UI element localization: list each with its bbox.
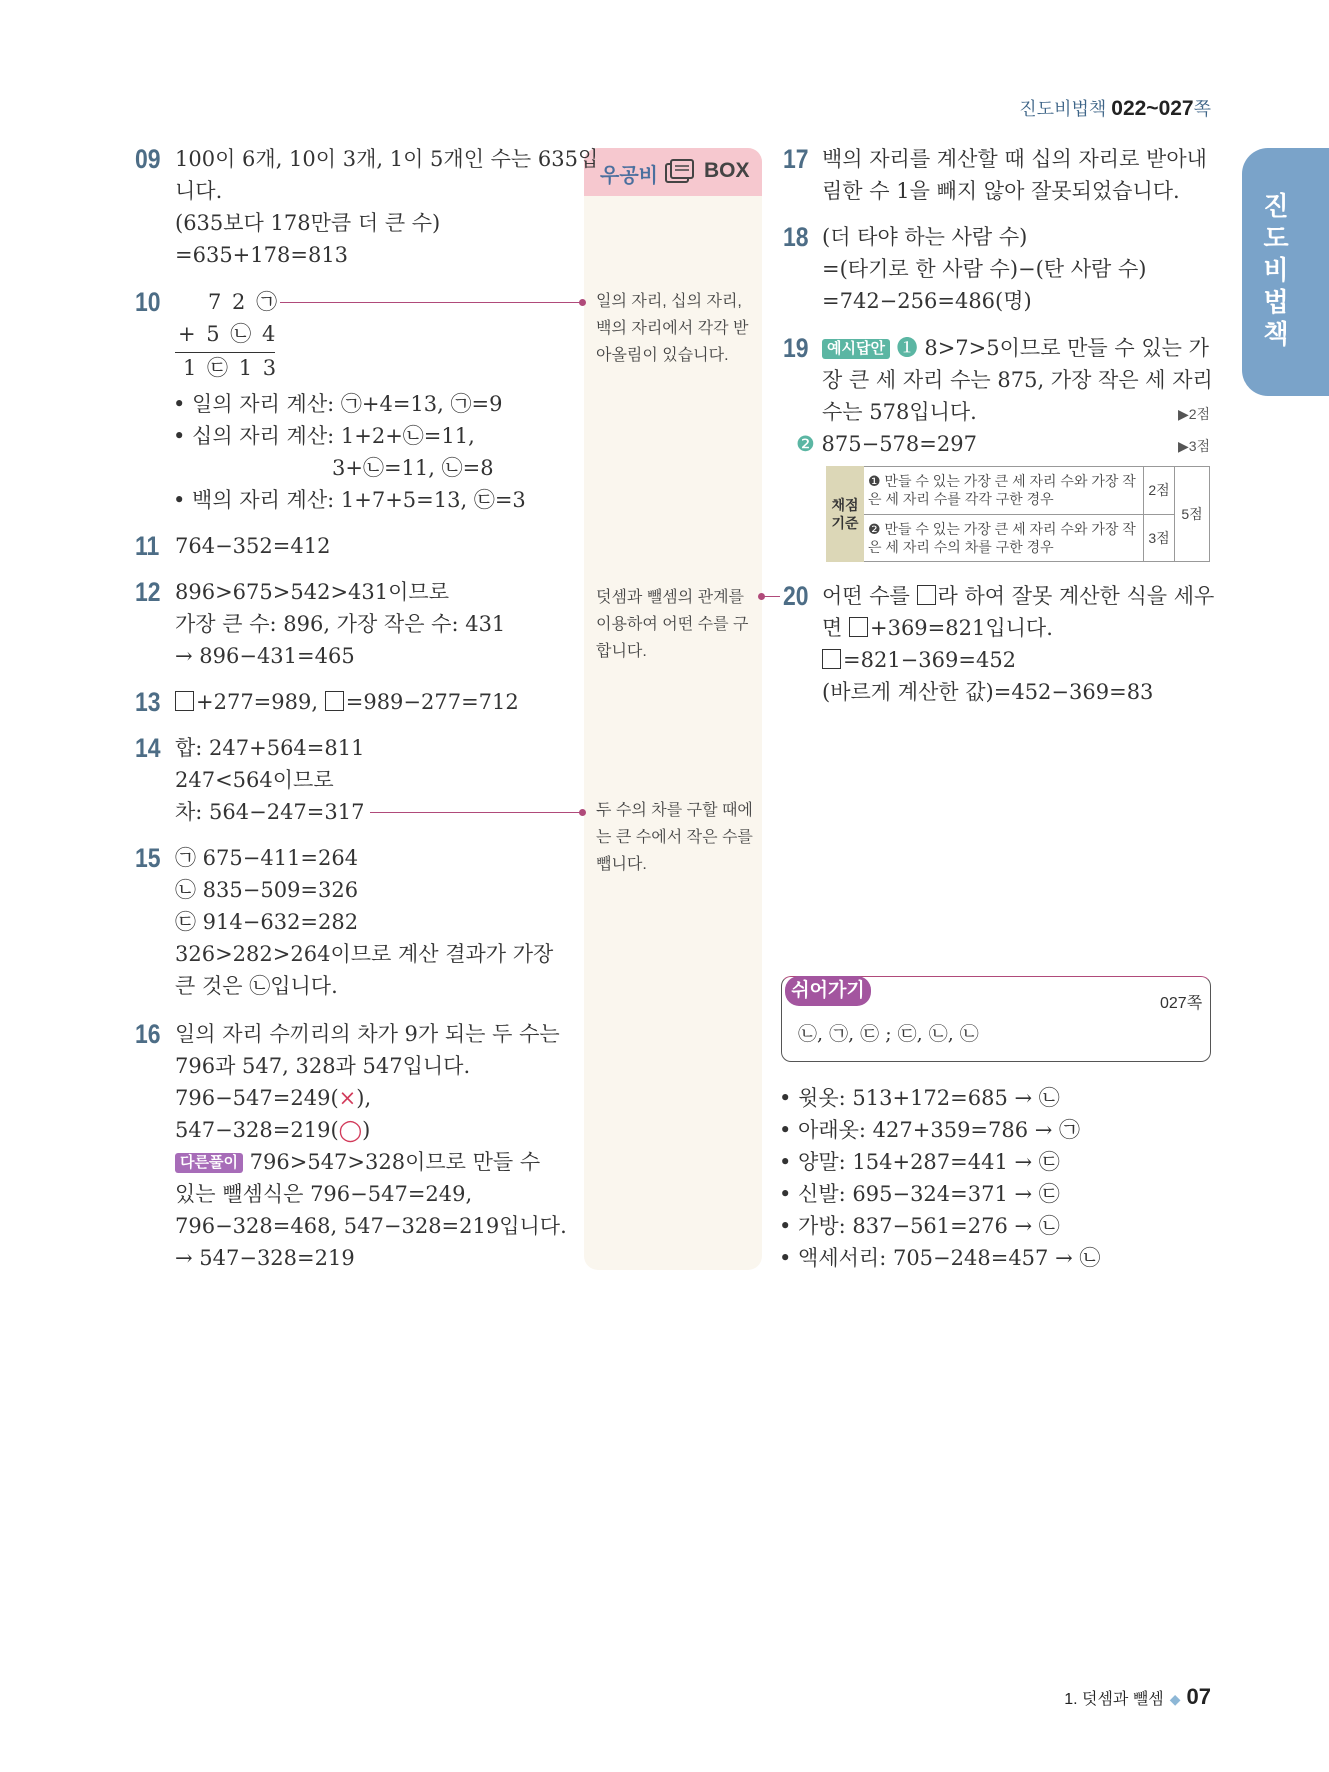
problem-number-09: 09 bbox=[135, 144, 161, 174]
footer-chapter: 1. 덧셈과 뺄셈 bbox=[1064, 1691, 1164, 1708]
problem-number-10: 10 bbox=[135, 287, 161, 317]
connector-dot-14 bbox=[579, 809, 586, 816]
problem-number-20: 20 bbox=[783, 581, 809, 611]
p10-bullet-2b: 3+㉡=11, ㉡=8 bbox=[332, 456, 494, 480]
p16-line-2: 796과 547, 328과 547입니다. bbox=[175, 1054, 471, 1078]
connector-dot-10 bbox=[579, 299, 586, 306]
grading-row-2: ❷ 만들 수 있는 가장 큰 세 자리 수와 가장 작은 세 자리 수의 차를 구한 경우 bbox=[864, 514, 1144, 562]
p09-line-2: 니다. bbox=[175, 179, 223, 203]
p15-line-4: 326>282>264이므로 계산 결과가 가장 bbox=[175, 942, 554, 966]
easy-item-2: • 아래옷: 427+359=786 → ㉠ bbox=[779, 1118, 1081, 1142]
easy-item-4: • 신발: 695−324=371 → ㉢ bbox=[779, 1182, 1060, 1206]
correct-mark: ◯ bbox=[338, 1118, 363, 1142]
alt-solution-badge: 다른풀이 bbox=[175, 1153, 243, 1173]
blank-box bbox=[175, 691, 194, 711]
tip-box-subtitle: BOX bbox=[704, 159, 750, 182]
blank-box bbox=[849, 617, 868, 637]
easy-item-6: • 액세서리: 705−248=457 → ㉡ bbox=[779, 1246, 1101, 1270]
grading-label: 채점 기준 bbox=[827, 467, 864, 562]
p15-line-5: 큰 것은 ㉡입니다. bbox=[175, 974, 338, 998]
p16-line-5 bbox=[175, 1146, 540, 1178]
p13-part-b: =989−277=712 bbox=[345, 690, 519, 714]
easy-break-page: 027쪽 bbox=[1160, 995, 1203, 1012]
diamond-icon: ◆ bbox=[1169, 1691, 1181, 1707]
p12-line-2: 가장 큰 수: 896, 가장 작은 수: 431 bbox=[175, 612, 506, 636]
tip-note-3: 두 수의 차를 구할 때에는 큰 수에서 작은 수를 뺍니다. bbox=[596, 802, 753, 873]
p13-part-a: +277=989, bbox=[196, 690, 319, 714]
header-pages: 022~027 bbox=[1111, 97, 1194, 120]
problem-number-16: 16 bbox=[135, 1019, 161, 1049]
p16-line-3 bbox=[175, 1082, 371, 1114]
p19-line-4 bbox=[796, 428, 977, 460]
side-tab-label: 진도비법책 bbox=[1263, 191, 1289, 349]
p14-line-2: 247<564이므로 bbox=[175, 768, 334, 792]
problem-number-17: 17 bbox=[783, 144, 809, 174]
easy-item-1: • 윗옷: 513+172=685 → ㉡ bbox=[779, 1086, 1060, 1110]
problem-number-18: 18 bbox=[783, 222, 809, 252]
grading-criteria-table bbox=[826, 466, 1210, 562]
p16-line-3-a: 796−547=249( bbox=[175, 1086, 339, 1110]
easy-break-tag: 쉬어가기 bbox=[785, 976, 871, 1006]
p11-line-1: 764−352=412 bbox=[175, 534, 331, 558]
p20-line-1-b: 라 하여 잘못 계산한 식을 세우 bbox=[937, 584, 1215, 608]
p12-line-1: 896>675>542>431이므로 bbox=[175, 580, 449, 604]
p16-line-4 bbox=[175, 1114, 370, 1146]
p19-line-3: 수는 578입니다. bbox=[822, 400, 977, 424]
connector-line-14 bbox=[370, 812, 582, 813]
p18-line-2: =(타기로 한 사람 수)−(탄 사람 수) bbox=[822, 257, 1147, 281]
p19-points-1: ▶2점 bbox=[1178, 406, 1211, 422]
p16-line-4-a: 547−328=219( bbox=[175, 1118, 339, 1142]
problem-number-19: 19 bbox=[783, 333, 809, 363]
p18-line-3: =742−256=486(명) bbox=[822, 289, 1032, 313]
grading-row-1: ❶ 만들 수 있는 가장 큰 세 자리 수와 가장 작은 세 자리 수를 각각 구한 경우 bbox=[864, 467, 1144, 515]
problem-number-14: 14 bbox=[135, 733, 161, 763]
p10-bullet-1: • 일의 자리 계산: ㉠+4=13, ㉠=9 bbox=[173, 392, 503, 416]
p20-line-1-a: 어떤 수를 bbox=[822, 584, 910, 608]
page-footer bbox=[1064, 1684, 1211, 1710]
p16-line-1: 일의 자리 수끼리의 차가 9가 되는 두 수는 bbox=[175, 1022, 560, 1046]
grading-total: 5점 bbox=[1175, 467, 1210, 562]
p12-line-3: → 896−431=465 bbox=[175, 644, 355, 668]
p14-line-3: 차: 564−247=317 bbox=[175, 800, 365, 824]
box-icon bbox=[664, 158, 696, 191]
p10-row-3: 1 ㉢ 1 3 bbox=[183, 356, 279, 380]
p09-line-3: (635보다 178만큼 더 큰 수) bbox=[175, 211, 441, 235]
p10-bullet-3: • 백의 자리 계산: 1+7+5=13, ㉢=3 bbox=[173, 488, 526, 512]
grading-row-1-points: 2점 bbox=[1144, 467, 1175, 515]
p15-line-1: ㉠ 675−411=264 bbox=[175, 846, 359, 870]
p09-line-1: 100이 6개, 10이 3개, 1이 5개인 수는 635입 bbox=[175, 147, 599, 171]
p10-row-2: + 5 ㉡ 4 bbox=[178, 322, 278, 346]
example-answer-badge: 예시답안 bbox=[822, 339, 890, 359]
wrong-mark: × bbox=[338, 1086, 357, 1110]
blank-box bbox=[325, 691, 344, 711]
easy-item-3: • 양말: 154+287=441 → ㉢ bbox=[779, 1150, 1060, 1174]
p20-line-3 bbox=[822, 644, 1016, 676]
p13-line-1 bbox=[175, 686, 519, 718]
easy-item-5: • 가방: 837−561=276 → ㉡ bbox=[779, 1214, 1060, 1238]
problem-number-13: 13 bbox=[135, 687, 161, 717]
p18-line-1: (더 타야 하는 사람 수) bbox=[822, 225, 1028, 249]
tip-box-title: 우공비 bbox=[600, 165, 658, 187]
step-1-marker: ❶ bbox=[896, 336, 918, 360]
header-suffix: 쪽 bbox=[1193, 99, 1211, 119]
p16-line-3-b: ), bbox=[356, 1086, 372, 1110]
p19-line-1 bbox=[822, 332, 1209, 364]
p20-line-1 bbox=[822, 580, 1214, 612]
p20-line-4: (바르게 계산한 값)=452−369=83 bbox=[822, 680, 1154, 704]
problem-number-15: 15 bbox=[135, 843, 161, 873]
p15-line-2: ㉡ 835−509=326 bbox=[175, 878, 359, 902]
p17-line-2: 림한 수 1을 빼지 않아 잘못되었습니다. bbox=[822, 179, 1180, 203]
p20-line-2-b: +369=821입니다. bbox=[869, 616, 1053, 640]
p20-line-3-text: =821−369=452 bbox=[843, 648, 1017, 672]
p10-row-1: 7 2 ㉠ bbox=[208, 290, 280, 314]
p19-line-1-text: 8>7>5이므로 만들 수 있는 가 bbox=[924, 336, 1209, 360]
p19-line-4-text: 875−578=297 bbox=[821, 432, 977, 456]
p10-bullet-2: • 십의 자리 계산: 1+2+㉡=11, bbox=[173, 424, 475, 448]
p14-line-1: 합: 247+564=811 bbox=[175, 736, 365, 760]
blank-box bbox=[917, 585, 936, 605]
easy-break-answer: ㉡, ㉠, ㉢ ; ㉢, ㉡, ㉡ bbox=[798, 1023, 979, 1045]
p19-points-2: ▶3점 bbox=[1178, 438, 1211, 454]
p16-line-6: 있는 뺄셈식은 796−547=249, bbox=[175, 1182, 473, 1206]
tip-note-1: 일의 자리, 십의 자리, 백의 자리에서 각각 받아올림이 있습니다. bbox=[596, 293, 749, 364]
blank-box bbox=[822, 649, 841, 669]
p09-line-4: =635+178=813 bbox=[175, 243, 349, 267]
step-2-marker: ❷ bbox=[796, 432, 815, 456]
p19-line-2: 장 큰 세 자리 수는 875, 가장 작은 세 자리 bbox=[822, 368, 1213, 392]
connector-line-10 bbox=[280, 302, 582, 303]
p17-line-1: 백의 자리를 계산할 때 십의 자리로 받아내 bbox=[822, 147, 1207, 171]
problem-number-11: 11 bbox=[135, 531, 160, 561]
header-book: 진도비법책 bbox=[1019, 99, 1107, 119]
page-header bbox=[1019, 95, 1211, 121]
page-number: 07 bbox=[1186, 1684, 1211, 1709]
p16-line-4-b: ) bbox=[362, 1118, 371, 1142]
p20-line-2 bbox=[822, 612, 1053, 644]
tip-note-2: 덧셈과 뺄셈의 관계를 이용하여 어떤 수를 구합니다. bbox=[596, 589, 749, 660]
p20-line-2-a: 면 bbox=[822, 616, 843, 640]
chapter-side-tab[interactable] bbox=[1242, 148, 1329, 396]
p16-line-7: 796−328=468, 547−328=219입니다. bbox=[175, 1214, 567, 1238]
connector-dot-20 bbox=[758, 593, 765, 600]
tip-box-header bbox=[584, 148, 762, 196]
problem-number-12: 12 bbox=[135, 577, 161, 607]
p15-line-3: ㉢ 914−632=282 bbox=[175, 910, 359, 934]
p16-line-5-text: 796>547>328이므로 만들 수 bbox=[249, 1150, 541, 1174]
p16-line-8: → 547−328=219 bbox=[175, 1246, 355, 1270]
grading-row-2-points: 3점 bbox=[1144, 514, 1175, 562]
